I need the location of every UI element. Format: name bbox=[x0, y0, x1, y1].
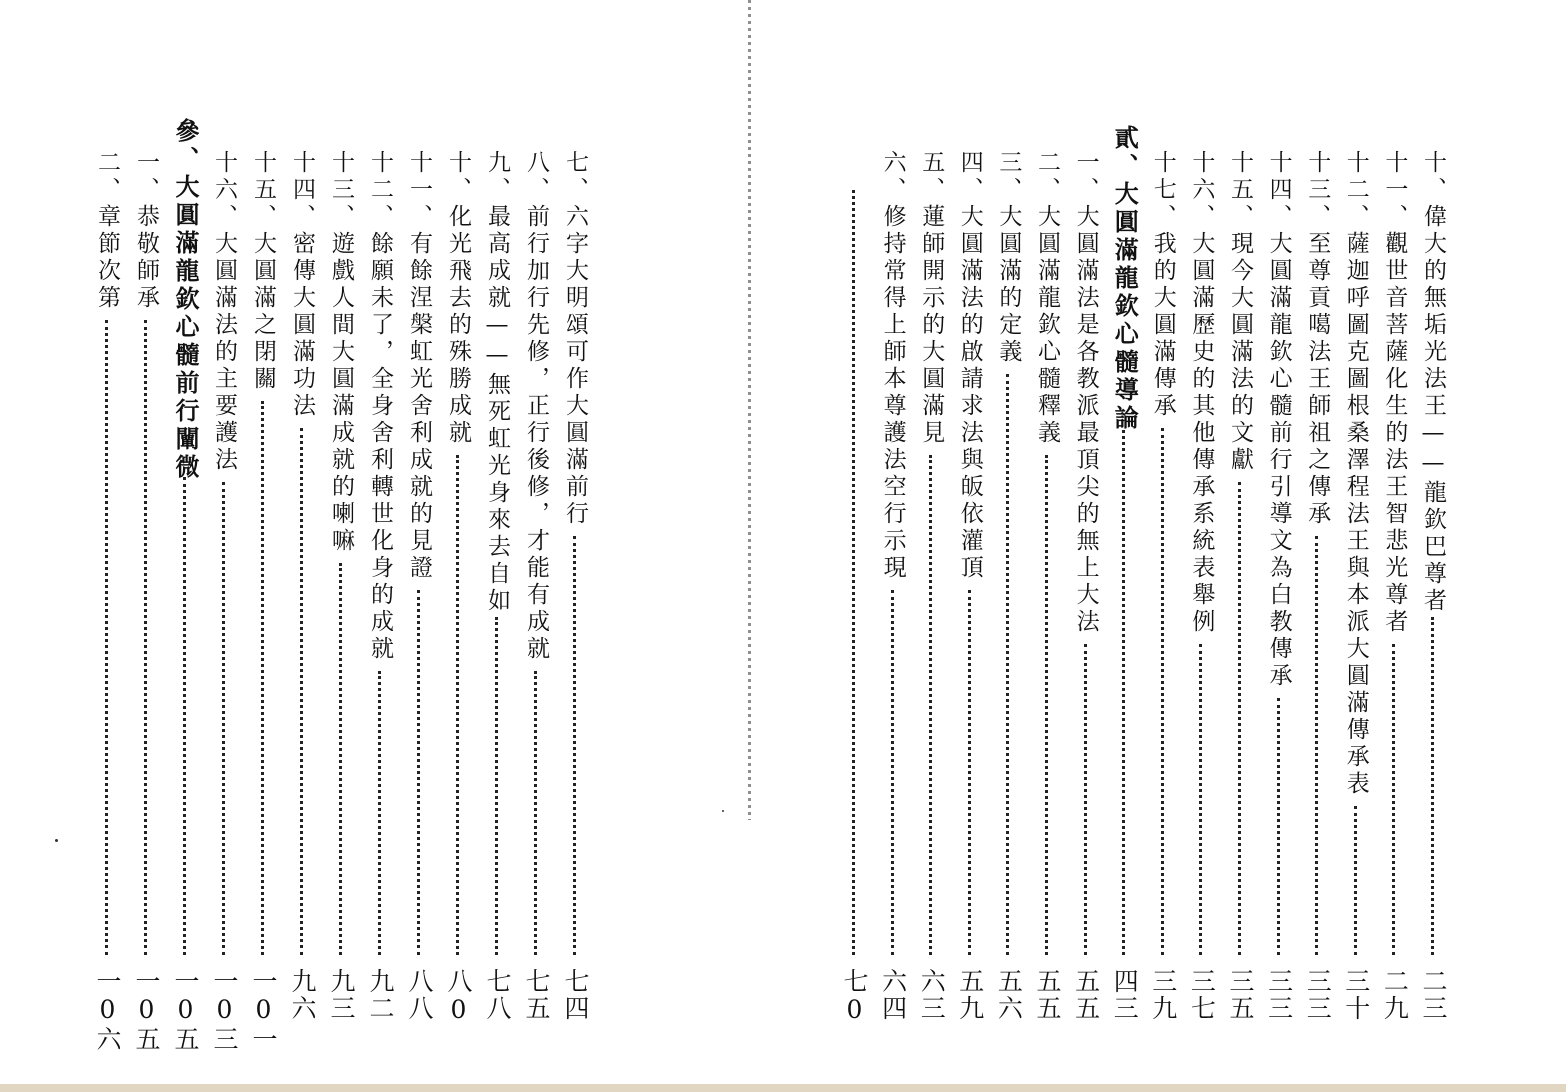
right-toc-entry bbox=[875, 0, 911, 1050]
left-toc-entry bbox=[89, 0, 125, 1053]
right-toc-entry bbox=[1145, 0, 1181, 1050]
left-toc-entry bbox=[167, 0, 203, 1053]
entry-title: 十六、大圓滿歷史的其他傳承系統表舉例 bbox=[1188, 150, 1215, 636]
dot-leader bbox=[144, 320, 147, 955]
entry-title: 十五、現今大圓滿法的文獻 bbox=[1227, 150, 1253, 474]
page-number: 七四 bbox=[561, 968, 590, 1022]
page-number: 九六 bbox=[288, 968, 317, 1022]
entry-title: 七、六字大明頌可作大圓滿前行 bbox=[562, 150, 588, 528]
dot-leader bbox=[1238, 482, 1241, 955]
dot-leader bbox=[261, 401, 264, 955]
entry-title: 十三、遊戲人間大圓滿成就的喇嘛 bbox=[328, 150, 354, 555]
page-number: 五九 bbox=[955, 968, 985, 1022]
dot-leader bbox=[891, 590, 894, 955]
page-number: 一0五 bbox=[171, 968, 200, 1053]
page-number: 三九 bbox=[1148, 968, 1178, 1022]
right-toc-entry bbox=[1299, 0, 1335, 1050]
page-number: 三七 bbox=[1187, 968, 1217, 1022]
page-gutter bbox=[748, 0, 751, 820]
entry-title: 十三、至尊貢噶法王師祖之傳承 bbox=[1304, 150, 1331, 528]
left-toc-entry bbox=[206, 0, 242, 1053]
dot-leader bbox=[1431, 617, 1434, 955]
dot-leader bbox=[968, 590, 971, 955]
scan-bottom-edge bbox=[0, 1084, 1566, 1092]
dot-leader bbox=[456, 455, 459, 955]
left-toc-entry bbox=[362, 0, 398, 1050]
right-toc-entry bbox=[1261, 0, 1297, 1050]
entry-title: 四、大圓滿法的啟請求法與皈依灌頂 bbox=[956, 150, 983, 582]
page-number: 八0 bbox=[444, 968, 473, 1026]
page-number: 七五 bbox=[522, 968, 551, 1022]
page-number: 九二 bbox=[366, 968, 395, 1022]
right-toc-entry bbox=[1415, 0, 1451, 1050]
dot-leader bbox=[183, 477, 186, 955]
left-toc-entry bbox=[284, 0, 320, 1050]
dot-leader bbox=[222, 482, 225, 955]
left-page bbox=[0, 0, 740, 1085]
dot-leader bbox=[1084, 644, 1087, 955]
dot-leader bbox=[1006, 374, 1009, 955]
page-number: 一0三 bbox=[210, 968, 239, 1053]
page-number: 九三 bbox=[327, 968, 356, 1022]
entry-title: 九、最高成就——無死虹光身來去自如 bbox=[484, 150, 510, 615]
section-heading: 參、大圓滿龍欽心髓前行闡微 bbox=[171, 118, 200, 482]
entry-title: 五、蓮師開示的大圓滿見 bbox=[918, 150, 945, 447]
section-heading: 貳、大圓滿龍欽心髓導論 bbox=[1110, 125, 1140, 433]
right-toc-entry bbox=[1183, 0, 1219, 1050]
scan-speck bbox=[55, 839, 58, 842]
right-toc-entry bbox=[1029, 0, 1065, 1050]
dot-leader bbox=[1315, 536, 1318, 955]
right-toc-entry bbox=[1106, 0, 1142, 1050]
page-number: 三五 bbox=[1226, 968, 1255, 1022]
dot-leader bbox=[534, 671, 537, 955]
dot-leader bbox=[929, 455, 932, 955]
dot-leader bbox=[1161, 428, 1164, 955]
page-number: 一0六 bbox=[93, 968, 122, 1053]
entry-title: 一、恭敬師承 bbox=[133, 150, 159, 312]
left-toc-entry bbox=[479, 0, 515, 1050]
page-number: 七0 bbox=[840, 968, 869, 1026]
entry-title: 一、大圓滿法是各教派最頂尖的無上大法 bbox=[1072, 150, 1099, 636]
dot-leader bbox=[1392, 644, 1395, 955]
dot-leader bbox=[1354, 806, 1357, 955]
entry-title: 六、修持常得上師本尊護法空行示現 bbox=[879, 150, 906, 582]
right-toc-entry bbox=[952, 0, 988, 1050]
page-number: 八八 bbox=[405, 968, 434, 1022]
entry-title: 十一、有餘涅槃虹光舍利成就的見證 bbox=[406, 150, 432, 582]
dot-leader bbox=[339, 563, 342, 955]
dot-leader bbox=[1122, 430, 1125, 955]
right-toc-entry bbox=[836, 0, 872, 1050]
left-toc-entry bbox=[323, 0, 359, 1050]
scan-speck bbox=[722, 810, 724, 812]
dot-leader bbox=[1045, 455, 1048, 955]
entry-title: 十二、薩迦呼圖克圖根桑澤程法王與本派大圓滿傳承表 bbox=[1342, 150, 1369, 798]
dot-leader bbox=[495, 617, 498, 955]
page-number: 一0五 bbox=[132, 968, 161, 1053]
right-page bbox=[770, 0, 1566, 1085]
page-number: 三十 bbox=[1341, 968, 1371, 1022]
entry-title: 八、前行加行先修，正行後修，才能有成就 bbox=[523, 150, 549, 663]
page-number: 六四 bbox=[878, 968, 908, 1022]
right-toc-entry bbox=[1068, 0, 1104, 1050]
page-number: 五五 bbox=[1033, 968, 1062, 1022]
page-number: 四三 bbox=[1110, 968, 1140, 1022]
right-toc-entry bbox=[1376, 0, 1412, 1050]
entry-title: 二、章節次第 bbox=[94, 150, 120, 312]
dot-leader bbox=[1199, 644, 1202, 955]
entry-title: 十、化光飛去的殊勝成就 bbox=[445, 150, 471, 447]
entry-title: 十七、我的大圓滿傳承 bbox=[1149, 150, 1176, 420]
page-number: 六三 bbox=[917, 968, 947, 1022]
page-number: 一0一 bbox=[249, 968, 278, 1053]
page-number: 五五 bbox=[1071, 968, 1101, 1022]
page-number: 二九 bbox=[1380, 968, 1410, 1022]
entry-title: 二、大圓滿龍欽心髓釋義 bbox=[1034, 150, 1060, 447]
page-number: 三三 bbox=[1264, 968, 1294, 1022]
entry-title: 十五、大圓滿之閉關 bbox=[250, 150, 276, 393]
entry-title: 十四、密傳大圓滿功法 bbox=[289, 150, 315, 420]
page-number: 五六 bbox=[994, 968, 1024, 1022]
left-toc-entry bbox=[440, 0, 476, 1050]
left-toc-entry bbox=[245, 0, 281, 1053]
dot-leader bbox=[378, 671, 381, 955]
right-toc-entry bbox=[913, 0, 949, 1050]
entry-title: 十六、大圓滿法的主要護法 bbox=[211, 150, 237, 474]
dot-leader bbox=[300, 428, 303, 955]
entry-title: 十、偉大的無垢光法王——龍欽巴尊者 bbox=[1420, 150, 1446, 615]
left-toc-entry bbox=[401, 0, 437, 1050]
right-toc-entry bbox=[1222, 0, 1258, 1050]
dot-leader bbox=[852, 190, 855, 955]
right-toc-entry bbox=[1338, 0, 1374, 1050]
page-number: 七八 bbox=[483, 968, 512, 1022]
entry-title: 十二、餘願未了，全身舍利轉世化身的成就 bbox=[367, 150, 393, 663]
right-toc-entry bbox=[990, 0, 1026, 1050]
page-number: 三三 bbox=[1303, 968, 1333, 1022]
dot-leader bbox=[573, 536, 576, 955]
left-toc-entry bbox=[557, 0, 593, 1050]
left-toc-entry bbox=[518, 0, 554, 1050]
page-number: 二三 bbox=[1419, 968, 1448, 1022]
dot-leader bbox=[417, 590, 420, 955]
left-toc-entry bbox=[128, 0, 164, 1053]
dot-leader bbox=[1277, 698, 1280, 955]
dot-leader bbox=[105, 320, 108, 955]
entry-title: 三、大圓滿的定義 bbox=[995, 150, 1022, 366]
entry-title: 十一、觀世音菩薩化生的法王智悲光尊者 bbox=[1381, 150, 1408, 636]
entry-title: 十四、大圓滿龍欽心髓前行引導文為白教傳承 bbox=[1265, 150, 1292, 690]
